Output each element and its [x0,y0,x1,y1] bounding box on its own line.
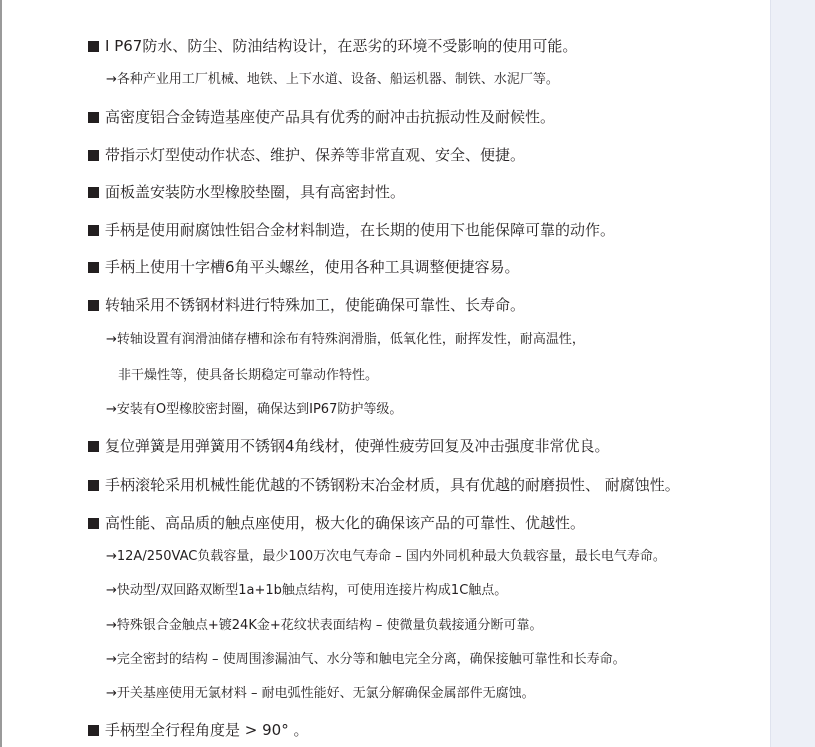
feature-text: 高密度铝合金铸造基座使产品具有优秀的耐冲击抗振动性及耐候性。 [105,108,556,126]
feature-item [88,182,405,202]
feature-item [88,36,577,56]
feature-detail [106,330,585,350]
square-bullet-icon [88,41,99,52]
feature-item [88,220,615,240]
feature-detail-text: →12A/250VAC负载容量，最少100万次电气寿命 – 国内外同机种最大负载容量，最长电气寿命。 [106,549,666,564]
feature-item [88,257,520,277]
square-bullet-icon [88,187,99,198]
square-bullet-icon [88,150,99,161]
feature-detail-text: →安装有O型橡胶密封圈，确保达到IP67防护等级。 [106,402,403,417]
feature-text: 复位弹簧是用弹簧用不锈钢4角线材，使弹性疲劳回复及冲击强度非常优良。 [105,437,610,455]
square-bullet-icon [88,480,99,491]
feature-detail [106,70,559,90]
feature-item [88,720,308,740]
feature-text: 面板盖安装防水型橡胶垫圈，具有高密封性。 [105,183,406,201]
feature-text: 手柄是使用耐腐蚀性铝合金材料制造，在长期的使用下也能保障可靠的动作。 [105,221,616,239]
feature-item [88,145,525,165]
feature-text: 转轴采用不锈钢材料进行特殊加工，使能确保可靠性、长寿命。 [105,296,526,314]
feature-text: 高性能、高品质的触点座使用，极大化的确保该产品的可靠性、优越性。 [105,514,586,532]
square-bullet-icon [88,441,99,452]
feature-text: 手柄滚轮采用机械性能优越的不锈钢粉末冶金材质，具有优越的耐磨损性、 耐腐蚀性。 [105,476,680,494]
feature-item [88,513,585,533]
feature-text: 手柄上使用十字槽6角平头螺丝，使用各种工具调整便捷容易。 [105,258,520,276]
square-bullet-icon [88,112,99,123]
square-bullet-icon [88,262,99,273]
square-bullet-icon [88,300,99,311]
feature-detail-text: →开关基座使用无氯材料 – 耐电弧性能好、无氯分解确保金属部件无腐蚀。 [106,686,535,701]
feature-detail [106,616,543,636]
feature-detail [106,650,626,670]
feature-text: I P67防水、防尘、防油结构设计，在恶劣的环境不受影响的使用可能。 [105,37,578,55]
feature-detail-text: →各种产业用工厂机械、地铁、上下水道、设备、船运机器、制铁、水泥厂等。 [106,72,559,87]
feature-detail-continued [118,366,378,386]
feature-detail [106,547,666,567]
square-bullet-icon [88,225,99,236]
feature-item [88,295,525,315]
feature-text: 带指示灯型使动作状态、维护、保养等非常直观、安全、便捷。 [105,146,526,164]
feature-detail [106,684,535,704]
feature-item [88,436,610,456]
feature-text: 手柄型全行程角度是 > 90° 。 [105,721,309,739]
feature-detail-text: 非干燥性等，使具备长期稳定可靠动作特性。 [118,368,379,383]
feature-detail [106,581,507,601]
feature-detail-text: →完全密封的结构 – 使周围渗漏油气、水分等和触电完全分离，确保接触可靠性和长寿命。 [106,652,626,667]
feature-item [88,475,680,495]
square-bullet-icon [88,518,99,529]
feature-detail-text: →转轴设置有润滑油储存槽和涂布有特殊润滑脂，低氧化性，耐挥发性，耐高温性， [106,332,585,347]
square-bullet-icon [88,725,99,736]
feature-detail-text: →特殊银合金触点+镀24K金+花纹状表面结构 – 使微量负载接通分断可靠。 [106,618,543,633]
right-side-panel [770,0,815,747]
feature-item [88,107,555,127]
feature-detail [106,400,402,420]
feature-detail-text: →快动型/双回路双断型1a+1b触点结构，可使用连接片构成1C触点。 [106,583,508,598]
